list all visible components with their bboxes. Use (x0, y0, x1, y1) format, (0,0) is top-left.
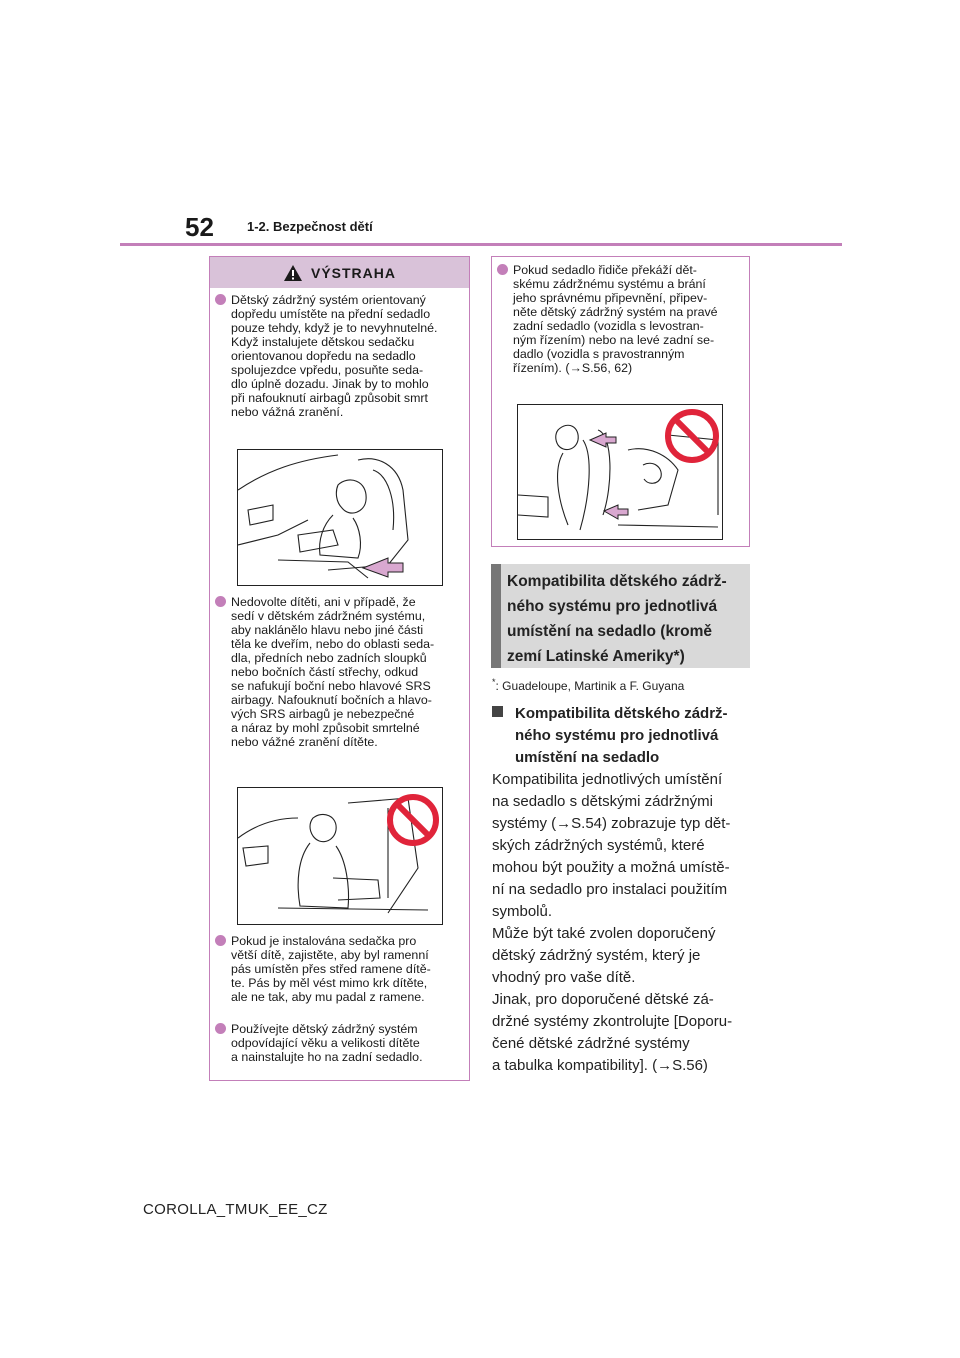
section-heading-bar (491, 564, 501, 668)
warning-item-text: Dětský zádržný systém orientovaný dopředu umístěte na přední sedadlo pouze tehdy, když je to nevyhnutelné. Když instalujete dětskou sedačku orientovanou dopředu na sedadlo spolujezdce vpředu, posuňte seda- dlo úplně dozadu. Jinak by to mohlo při nafouknutí airbagů způsobit smrt nebo vážná zranění. (231, 293, 438, 419)
warning-item (215, 293, 465, 419)
illustration-child-leaning (237, 787, 443, 925)
footnote-text: : Guadeloupe, Martinik a F. Guyana (495, 679, 685, 693)
warning-item (215, 595, 465, 749)
warning-item (215, 1022, 465, 1064)
bullet-icon (215, 294, 226, 305)
prohibition-icon (386, 793, 440, 847)
sub-heading-line: Kompatibilita dětského zádrž- (515, 705, 728, 722)
header-rule (120, 243, 842, 246)
bullet-icon (215, 935, 226, 946)
warning-header (210, 257, 469, 288)
child-seat-drawing (238, 450, 442, 585)
arrow-icon (590, 433, 616, 447)
warning-title: VÝSTRAHA (310, 264, 396, 281)
warning-item-text: Používejte dětský zádržný systém odpovídající věku a velikosti dítěte a nainstalujte ho na zadní sedadlo. (231, 1022, 423, 1064)
section-title: 1-2. Bezpečnost dětí (247, 219, 373, 234)
illustration-driver-seat (517, 404, 723, 540)
square-bullet-icon (492, 706, 503, 717)
warning-box-continued (491, 256, 750, 547)
sub-heading-line: ného systému pro jednotlivá (515, 727, 719, 744)
warning-item-text: Pokud je instalována sedačka pro větší dítě, zajistěte, aby byl ramenní pás umístěn přes střed ramene dítě- te. Pás by měl vést mimo krk dítěte, ale ne tak, aby mu padal z ramene. (231, 934, 431, 1004)
bullet-icon (215, 1023, 226, 1034)
sub-heading (492, 703, 728, 769)
footnote-marker: * (492, 677, 496, 687)
warning-item-text: Nedovolte dítěti, ani v případě, že sedí v dětském zádržném systému, aby naklánělo hlavu nebo jiné části těla ke dveřím, nebo do oblasti seda- dla, předních nebo zadních sloupků nebo bočních částí střechy, odkud se nafukují boční nebo hlavové SRS airbagy. Nafouknutí bočních a hlavo- vých SRS airbagů je nebezpečné a náraz by mohl způsobit smrtelné nebo vážné zranění dítěte. (231, 595, 435, 749)
footer-doc-id: COROLLA_TMUK_EE_CZ (143, 1201, 328, 1218)
illustration-child-seat (237, 449, 443, 586)
arrow-icon (363, 558, 403, 577)
body-text: Kompatibilita jednotlivých umístění na sedadlo s dětskými zádržnými systémy (→S.54) zobrazuje typ dět- ských zádržných systémů, které mohou být použity a možná umístě- ní na sedadlo pro instalaci použitím symbolů. Může být také zvolen doporučený dětský zádržný systém, který je vhodný pro vaše dítě. Jinak, pro doporučené dětské zá- držné systémy zkontrolujte [Doporu- čené dětské zádržné systémy a tabulka kompatibility]. (→S.56) (492, 771, 733, 1074)
prohibition-icon (664, 408, 720, 464)
warning-item-text: Pokud sedadlo řidiče překáží dět- skému zádržnému systému a brání jeho správnému připevnění, připev- něte dětský zádržný systém na pravé zadní sedadlo (vozidla s levostran- ným řízením) nebo na levé zadní se- dadlo (vozidla s pravostranným řízením). (→S.56, 62) (513, 263, 718, 375)
warning-triangle-icon (283, 264, 303, 282)
bullet-icon (497, 264, 508, 275)
footnote (492, 677, 684, 693)
section-heading: Kompatibilita dětského zádrž- ného systému pro jednotlivá umístění na sedadlo (kromě zemí Latinské Ameriky*) (507, 573, 727, 665)
page-number: 52 (185, 212, 214, 242)
warning-item (215, 934, 465, 1004)
bullet-icon (215, 596, 226, 607)
sub-heading-line: umístění na sedadlo (515, 749, 660, 766)
warning-item (497, 263, 747, 375)
warning-box (209, 256, 470, 1081)
arrow-icon (604, 505, 628, 519)
